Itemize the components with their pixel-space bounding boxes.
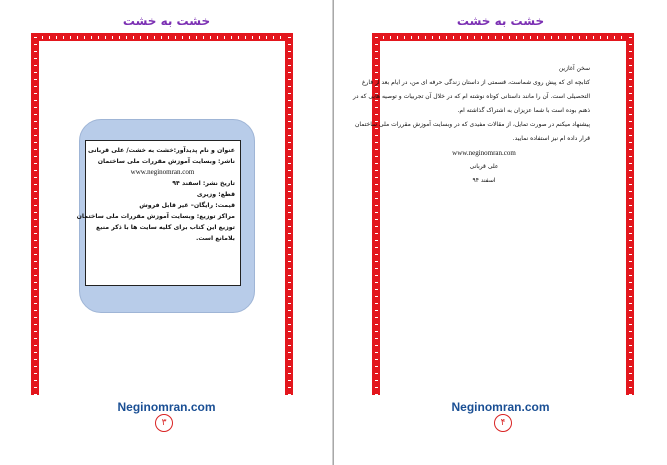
foreword-line: پیشنهاد میکنم در صورت تمایل، از مقالات مفیدی که در وبسایت آموزش مقررات ملی ساختمان — [354, 121, 590, 128]
foreword-text — [352, 62, 590, 188]
right-page-number: ۴ — [494, 414, 512, 432]
right-footer-url[interactable]: Neginomran.com — [451, 400, 550, 414]
colophon-distribution-note: توزیع این کتاب برای کلیه سایت ها با ذکر منبع — [95, 224, 235, 231]
colophon-publish-date: تاریخ نشر: اسفند ۹۴ — [172, 180, 235, 187]
colophon-publisher: ناشر: وبسایت آموزش مقررات ملی ساختمان — [97, 158, 235, 165]
left-footer-url[interactable]: Neginomran.com — [117, 400, 216, 414]
left-border-right — [285, 33, 293, 395]
right-border-right — [626, 33, 634, 395]
left-border-top — [31, 33, 293, 41]
foreword-website[interactable]: www.neginomran.com — [452, 149, 516, 157]
right-border-top — [372, 33, 634, 41]
colophon-distribution-note-end: بلامانع است. — [196, 235, 235, 242]
foreword-line: قرار داده ام نیز استفاده نمایید. — [512, 135, 590, 142]
colophon-website[interactable]: www.neginomran.com — [130, 168, 195, 176]
colophon-format: قطع: وزیری — [196, 191, 235, 198]
colophon-distribution: مراکز توزیع: وبسایت آموزش مقررات ملی ساختمان — [76, 213, 235, 220]
left-border-left — [31, 33, 39, 395]
foreword-date: اسفند ۹۴ — [472, 177, 496, 184]
foreword-line: کتابچه ای که پیش روی شماست، قسمتی از داستان زندگی حرفه ای من، در ایام بعد از فارغ — [361, 79, 590, 86]
colophon-box — [76, 140, 241, 286]
foreword-author: علی قربانی — [469, 163, 499, 170]
left-page-number: ۳ — [155, 414, 173, 432]
colophon-title-author: عنوان و نام پدیدآور:خشت به خشت/ علی قربانی — [87, 147, 235, 154]
foreword-heading: سخن آغازین — [558, 65, 590, 72]
foreword-line: ذهنم بوده است با شما عزیزان به اشتراک گذاشته ام. — [457, 107, 590, 114]
foreword-line: التحصیلی است. آن را مانند داستانی کوتاه نوشته ام که در خلال آن تجربیات و توصیه هایی که در — [352, 93, 590, 100]
left-page-title: خشت به خشت — [122, 14, 211, 28]
right-page-title: خشت به خشت — [456, 14, 545, 28]
colophon-price: قیمت: رایگان– غیر قابل فروش — [139, 202, 235, 209]
